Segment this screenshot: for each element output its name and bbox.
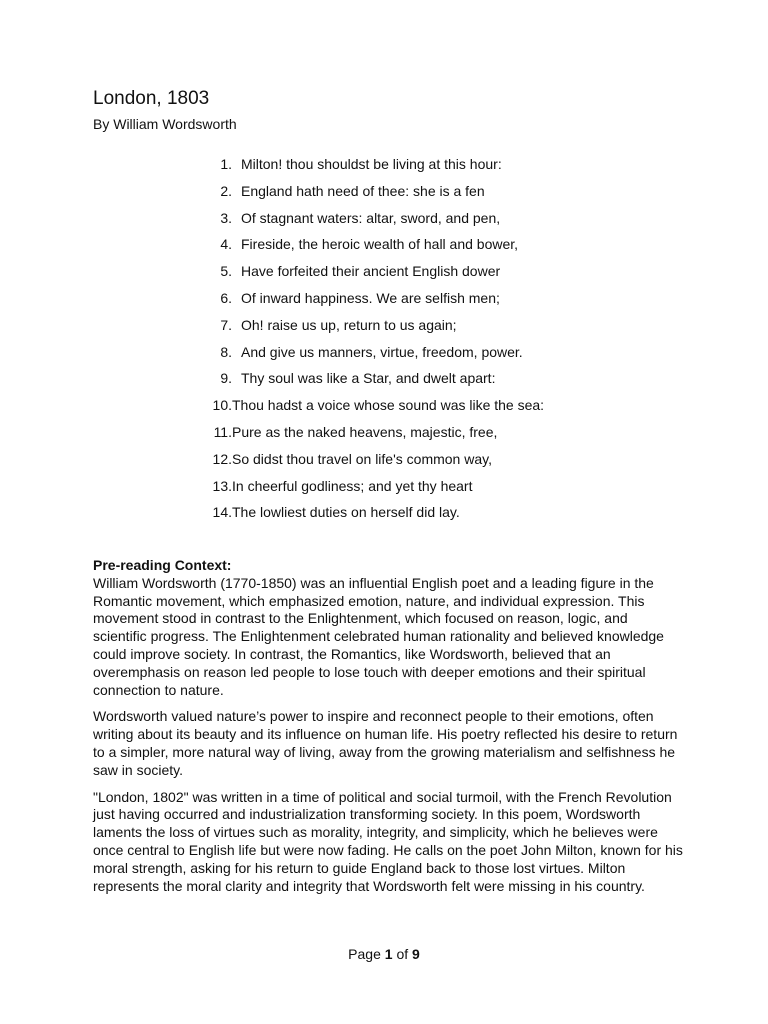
line-text: Thou hadst a voice whose sound was like the sea:	[232, 397, 545, 414]
line-text: Fireside, the heroic wealth of hall and bower,	[241, 236, 519, 253]
line-text: The lowliest duties on herself did lay.	[232, 504, 460, 521]
poem-line	[206, 155, 544, 182]
line-number: 3.	[220, 209, 232, 226]
line-text: Have forfeited their ancient English dower	[241, 263, 501, 280]
line-number: 1.	[220, 156, 232, 172]
poem-line	[206, 396, 544, 423]
line-number: 7.	[220, 316, 232, 333]
context-paragraph: Wordsworth valued nature’s power to inspire and reconnect people to their emotions, often writing about its beauty and its influence on human life. His poetry reflected his desire to return to a simpler, more natural way of living, away from the growing materialism and selfishness he saw in society.	[93, 708, 678, 778]
context-heading: Pre-reading Context:	[93, 557, 232, 573]
line-number: 8.	[220, 343, 232, 360]
line-number: 10.	[212, 397, 232, 414]
line-text: England hath need of thee: she is a fen	[241, 182, 485, 199]
line-number: 2.	[220, 182, 232, 199]
line-number: 5.	[220, 263, 232, 280]
line-number: 4.	[220, 236, 232, 253]
line-text: Milton! thou shouldst be living at this hour:	[241, 156, 502, 172]
line-number: 14.	[212, 504, 232, 521]
poem-line	[206, 477, 544, 504]
total-pages-number: 9	[412, 946, 420, 962]
context-paragraph: "London, 1802" was written in a time of political and social turmoil, with the French Revolution just having occurred and industrialization transforming society. In this poem, Wordsworth laments the loss of virtues such as morality, integrity, and simplicity, which he believes were once central to English life but were now fading. He calls on the poet John Milton, known for his moral strength, asking for his return to guide England back to those lost virtues. Milton represents the moral clarity and integrity that Wordsworth felt were missing in his country.	[93, 788, 683, 894]
poem-list	[206, 155, 544, 530]
line-number: 11.	[213, 423, 232, 440]
line-number: 13.	[212, 477, 232, 494]
poem-line	[206, 369, 544, 396]
poem-line	[206, 235, 544, 262]
poem-line	[206, 209, 544, 236]
page-footer	[0, 945, 768, 963]
line-number: 12.	[212, 450, 232, 467]
line-text: Oh! raise us up, return to us again;	[241, 316, 457, 333]
poem-line	[206, 343, 544, 370]
current-page-number: 1	[384, 946, 393, 962]
poem-line	[206, 423, 544, 450]
line-text: And give us manners, virtue, freedom, power.	[241, 343, 523, 360]
poem-line	[206, 450, 544, 477]
poem-line	[206, 262, 544, 289]
page-label: Page	[348, 946, 381, 962]
poem-line	[206, 503, 544, 530]
line-text: In cheerful godliness; and yet thy heart	[232, 477, 473, 494]
line-text: Thy soul was like a Star, and dwelt apart:	[241, 370, 496, 387]
poem-line	[206, 182, 544, 209]
of-label: of	[396, 946, 409, 962]
line-text: Of stagnant waters: altar, sword, and pen,	[241, 209, 501, 226]
context-section	[93, 557, 683, 904]
poem-line	[206, 289, 544, 316]
line-text: So didst thou travel on life's common way,	[232, 450, 492, 467]
line-text: Pure as the naked heavens, majestic, free,	[232, 423, 498, 440]
document-title: London, 1803	[93, 88, 210, 109]
context-paragraph: William Wordsworth (1770-1850) was an influential English poet and a leading figure in the Romantic movement, which emphasized emotion, nature, and individual expression. This movement stood in contrast to the Enlightenment, which focused on reason, logic, and scientific progress. The Enlightenment celebrated human rationality and believed knowledge could improve society. In contrast, the Romantics, like Wordsworth, believed that an overemphasis on reason led people to lose touch with deeper emotions and their spiritual connection to nature.	[93, 574, 664, 698]
line-number: 6.	[220, 289, 232, 306]
line-number: 9.	[220, 370, 232, 387]
author-byline: By William Wordsworth	[93, 116, 237, 132]
poem-line	[206, 316, 544, 343]
line-text: Of inward happiness. We are selfish men;	[241, 289, 500, 306]
